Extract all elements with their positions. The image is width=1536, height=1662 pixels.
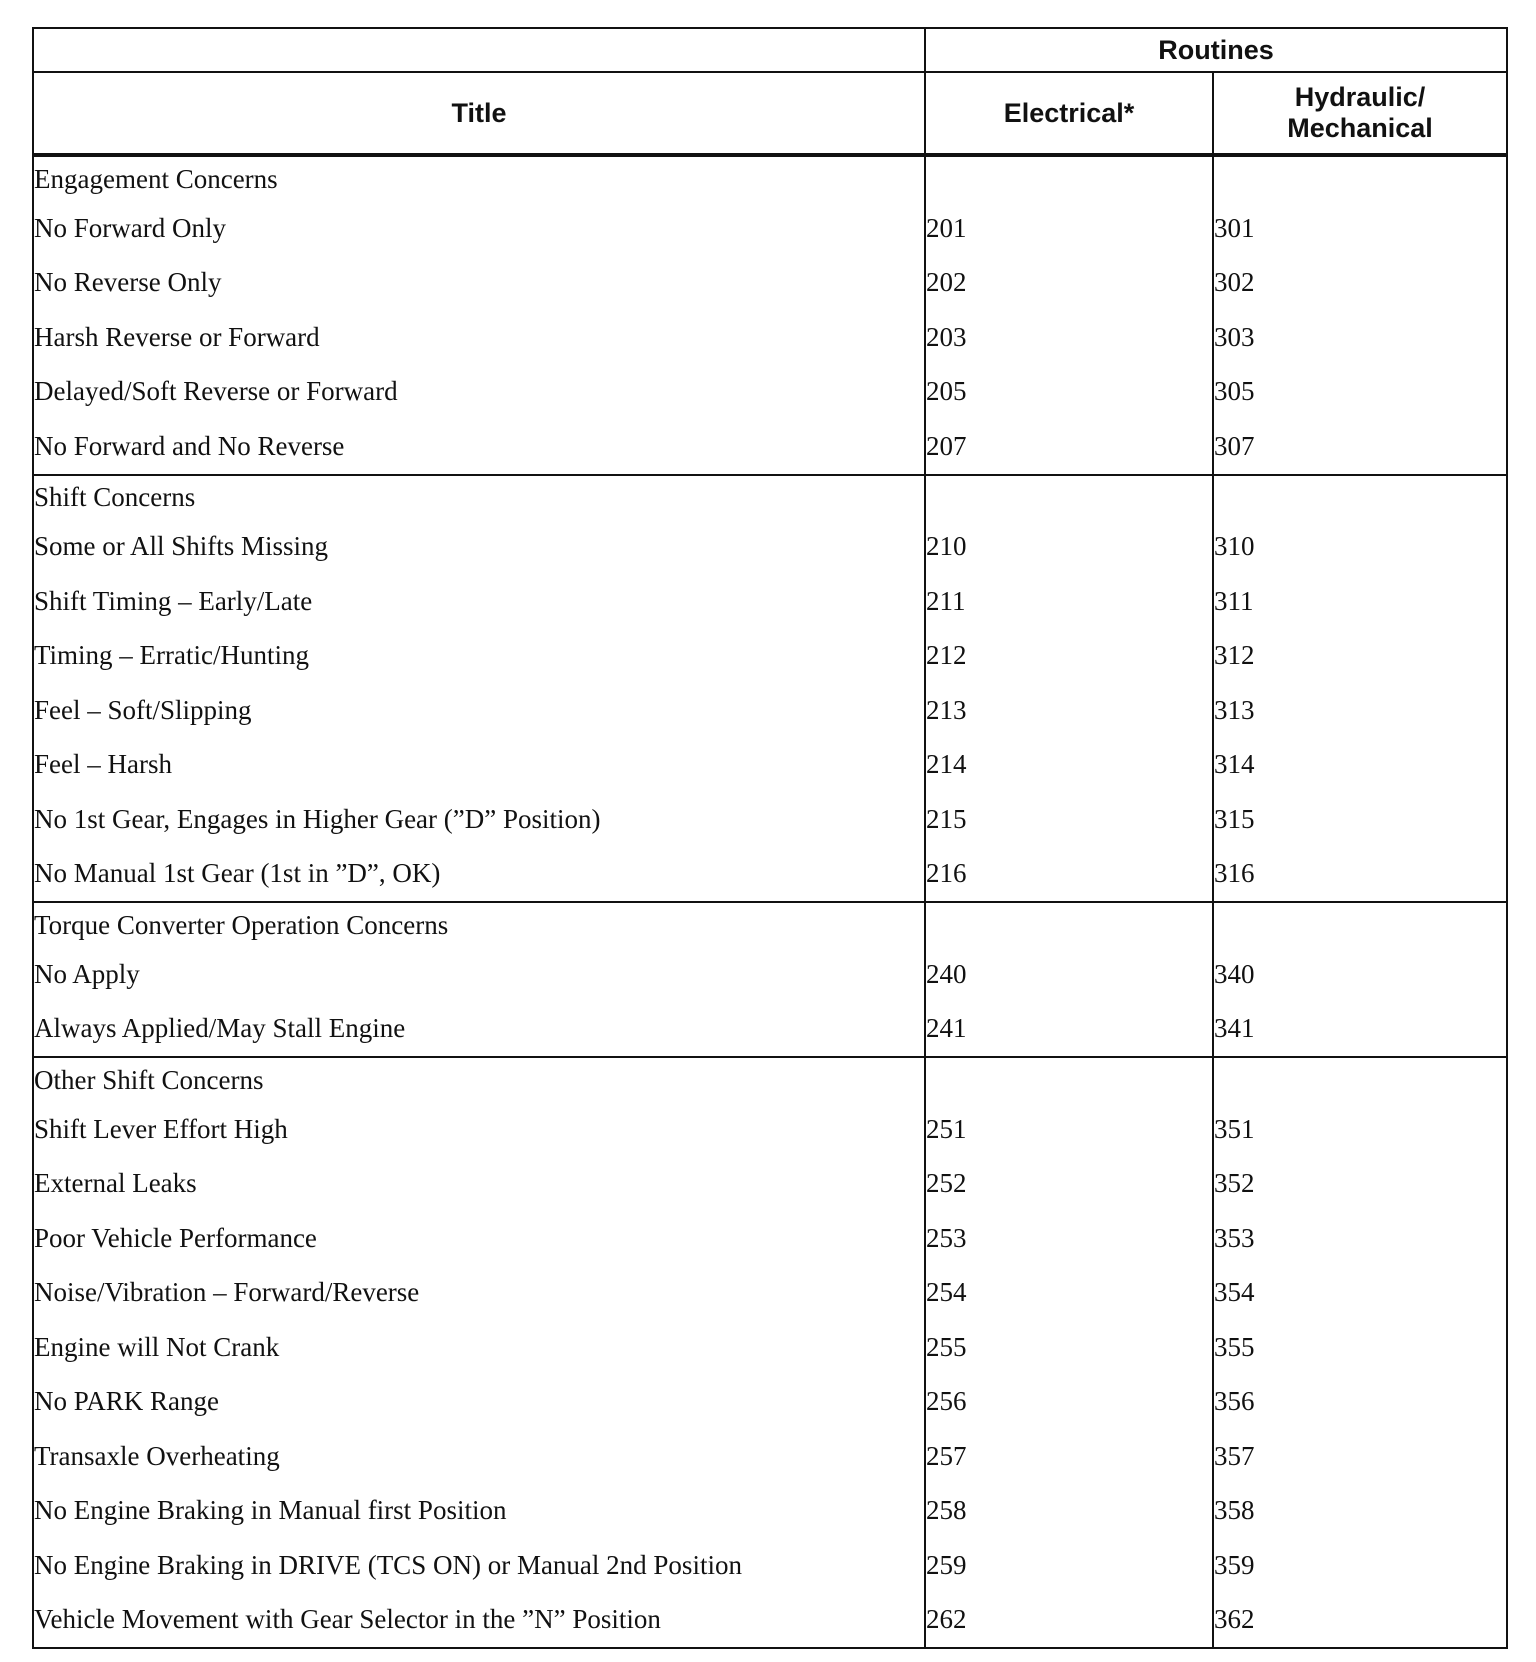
- table-row: [33, 574, 1507, 629]
- table-row: [33, 520, 1507, 575]
- row-electrical: 258: [925, 1484, 1213, 1539]
- row-electrical: 215: [925, 792, 1213, 847]
- table-row: [33, 1320, 1507, 1375]
- section-heading-row: [33, 1057, 1507, 1102]
- row-title: Always Applied/May Stall Engine: [33, 1002, 925, 1058]
- row-hydraulic: 353: [1213, 1211, 1507, 1266]
- section-heading-row: [33, 155, 1507, 201]
- table-row: [33, 1375, 1507, 1430]
- row-electrical: 253: [925, 1211, 1213, 1266]
- row-electrical: 212: [925, 629, 1213, 684]
- section-heading: Engagement Concerns: [33, 155, 925, 201]
- row-title: Poor Vehicle Performance: [33, 1211, 925, 1266]
- row-hydraulic: 356: [1213, 1375, 1507, 1430]
- table-row: [33, 738, 1507, 793]
- row-title: Some or All Shifts Missing: [33, 520, 925, 575]
- table-row: [33, 629, 1507, 684]
- section-heading-row: [33, 902, 1507, 947]
- row-title: Transaxle Overheating: [33, 1429, 925, 1484]
- row-title: External Leaks: [33, 1157, 925, 1212]
- row-electrical: 241: [925, 1002, 1213, 1058]
- row-hydraulic: 352: [1213, 1157, 1507, 1212]
- table-row: [33, 792, 1507, 847]
- empty-cell: [925, 475, 1213, 520]
- row-electrical: 213: [925, 683, 1213, 738]
- row-electrical: 240: [925, 947, 1213, 1002]
- header-hydraulic: [1213, 72, 1507, 155]
- table-row: [33, 947, 1507, 1002]
- row-hydraulic: 340: [1213, 947, 1507, 1002]
- row-electrical: 211: [925, 574, 1213, 629]
- row-electrical: 252: [925, 1157, 1213, 1212]
- header-empty-cell: [33, 28, 925, 72]
- row-title: Feel – Soft/Slipping: [33, 683, 925, 738]
- header-electrical: Electrical*: [925, 72, 1213, 155]
- row-title: No Engine Braking in DRIVE (TCS ON) or Manual 2nd Position: [33, 1538, 925, 1593]
- row-title: No Engine Braking in Manual first Position: [33, 1484, 925, 1539]
- row-hydraulic: 354: [1213, 1266, 1507, 1321]
- table-row: [33, 683, 1507, 738]
- row-title: Shift Timing – Early/Late: [33, 574, 925, 629]
- row-hydraulic: 351: [1213, 1102, 1507, 1157]
- table-row: [33, 365, 1507, 420]
- section-heading: Torque Converter Operation Concerns: [33, 902, 925, 947]
- row-hydraulic: 359: [1213, 1538, 1507, 1593]
- row-electrical: 255: [925, 1320, 1213, 1375]
- empty-cell: [1213, 902, 1507, 947]
- table-row: [33, 1484, 1507, 1539]
- row-title: No Apply: [33, 947, 925, 1002]
- row-electrical: 202: [925, 256, 1213, 311]
- row-title: Delayed/Soft Reverse or Forward: [33, 365, 925, 420]
- row-electrical: 256: [925, 1375, 1213, 1430]
- row-electrical: 207: [925, 419, 1213, 475]
- row-hydraulic: 358: [1213, 1484, 1507, 1539]
- section-heading: Other Shift Concerns: [33, 1057, 925, 1102]
- row-title: No Forward and No Reverse: [33, 419, 925, 475]
- row-electrical: 254: [925, 1266, 1213, 1321]
- row-electrical: 205: [925, 365, 1213, 420]
- routines-table: [32, 27, 1508, 1649]
- table-row: [33, 1593, 1507, 1649]
- row-title: Feel – Harsh: [33, 738, 925, 793]
- table-row: [33, 201, 1507, 256]
- table-row: [33, 1429, 1507, 1484]
- table-row: [33, 310, 1507, 365]
- header-hydraulic-line1: Hydraulic/: [1294, 82, 1426, 112]
- row-title: No PARK Range: [33, 1375, 925, 1430]
- row-hydraulic: 311: [1213, 574, 1507, 629]
- header-row-columns: [33, 72, 1507, 155]
- empty-cell: [1213, 1057, 1507, 1102]
- table-row: [33, 1102, 1507, 1157]
- table-row: [33, 1538, 1507, 1593]
- header-routines: Routines: [925, 28, 1507, 72]
- row-title: No Reverse Only: [33, 256, 925, 311]
- row-title: Shift Lever Effort High: [33, 1102, 925, 1157]
- row-hydraulic: 310: [1213, 520, 1507, 575]
- row-electrical: 201: [925, 201, 1213, 256]
- row-title: No 1st Gear, Engages in Higher Gear (”D” Position): [33, 792, 925, 847]
- row-electrical: 262: [925, 1593, 1213, 1649]
- table-row: [33, 847, 1507, 903]
- empty-cell: [925, 155, 1213, 201]
- row-electrical: 210: [925, 520, 1213, 575]
- row-title: Engine will Not Crank: [33, 1320, 925, 1375]
- table-row: [33, 1157, 1507, 1212]
- table-row: [33, 419, 1507, 475]
- row-hydraulic: 315: [1213, 792, 1507, 847]
- row-electrical: 259: [925, 1538, 1213, 1593]
- row-hydraulic: 303: [1213, 310, 1507, 365]
- table-body: [33, 155, 1507, 1648]
- row-hydraulic: 355: [1213, 1320, 1507, 1375]
- row-hydraulic: 314: [1213, 738, 1507, 793]
- section-heading: Shift Concerns: [33, 475, 925, 520]
- row-hydraulic: 301: [1213, 201, 1507, 256]
- table-row: [33, 1211, 1507, 1266]
- row-title: Vehicle Movement with Gear Selector in the ”N” Position: [33, 1593, 925, 1649]
- empty-cell: [925, 902, 1213, 947]
- row-hydraulic: 312: [1213, 629, 1507, 684]
- row-hydraulic: 313: [1213, 683, 1507, 738]
- table-row: [33, 1002, 1507, 1058]
- table-row: [33, 256, 1507, 311]
- empty-cell: [1213, 475, 1507, 520]
- header-title: Title: [33, 72, 925, 155]
- row-electrical: 203: [925, 310, 1213, 365]
- row-electrical: 214: [925, 738, 1213, 793]
- header-row-group: [33, 28, 1507, 72]
- row-hydraulic: 305: [1213, 365, 1507, 420]
- row-electrical: 251: [925, 1102, 1213, 1157]
- row-title: No Manual 1st Gear (1st in ”D”, OK): [33, 847, 925, 903]
- row-hydraulic: 307: [1213, 419, 1507, 475]
- row-title: Noise/Vibration – Forward/Reverse: [33, 1266, 925, 1321]
- row-hydraulic: 302: [1213, 256, 1507, 311]
- row-title: No Forward Only: [33, 201, 925, 256]
- row-electrical: 216: [925, 847, 1213, 903]
- section-heading-row: [33, 475, 1507, 520]
- header-hydraulic-line2: Mechanical: [1287, 113, 1433, 143]
- table-row: [33, 1266, 1507, 1321]
- empty-cell: [1213, 155, 1507, 201]
- row-hydraulic: 341: [1213, 1002, 1507, 1058]
- row-hydraulic: 362: [1213, 1593, 1507, 1649]
- row-title: Timing – Erratic/Hunting: [33, 629, 925, 684]
- row-hydraulic: 357: [1213, 1429, 1507, 1484]
- row-title: Harsh Reverse or Forward: [33, 310, 925, 365]
- empty-cell: [925, 1057, 1213, 1102]
- row-hydraulic: 316: [1213, 847, 1507, 903]
- row-electrical: 257: [925, 1429, 1213, 1484]
